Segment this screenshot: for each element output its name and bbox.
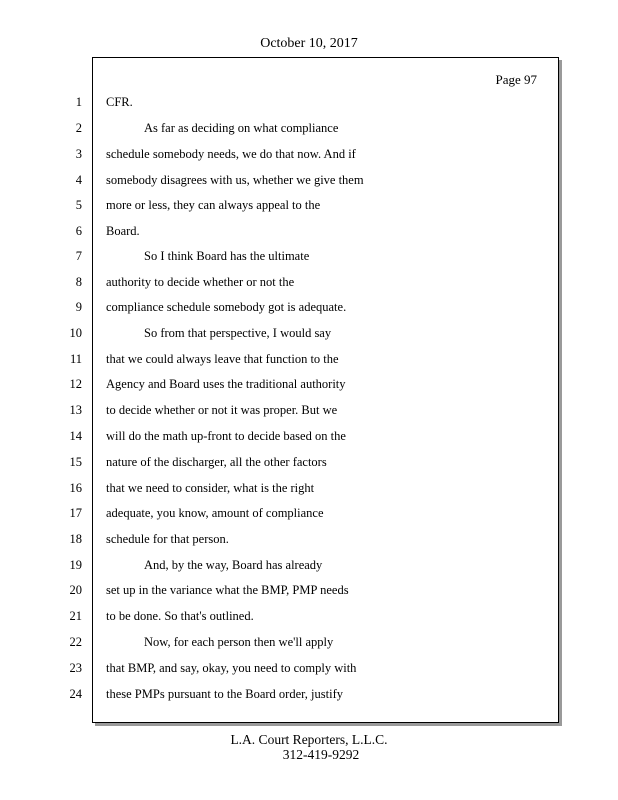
line-number: 2 [75,121,82,135]
line-number: 17 [69,506,82,520]
transcript-line [0,684,560,704]
line-text: somebody disagrees with us, whether we give them [106,173,364,187]
line-number: 8 [75,275,82,289]
line-number: 20 [69,583,82,597]
line-text: that BMP, and say, okay, you need to comply with [106,661,357,675]
transcript-line [0,118,560,138]
line-text: Now, for each person then we'll apply [144,635,334,649]
line-text: As far as deciding on what compliance [144,121,339,135]
line-text: And, by the way, Board has already [144,558,323,572]
transcript-line [0,272,560,292]
line-number: 21 [69,609,82,623]
line-number: 13 [69,403,82,417]
line-number: 3 [75,147,82,161]
transcript-line [0,144,560,164]
transcript-line [0,221,560,241]
transcript-line [0,426,560,446]
line-text: to decide whether or not it was proper. But we [106,403,338,417]
line-text: that we need to consider, what is the right [106,481,315,495]
transcript-line [0,374,560,394]
transcript-line [0,580,560,600]
line-text: adequate, you know, amount of compliance [106,506,324,520]
line-text: So from that perspective, I would say [144,326,332,340]
line-text: schedule for that person. [106,532,229,546]
line-number: 10 [69,326,82,340]
line-number: 14 [69,429,82,443]
line-text: nature of the discharger, all the other factors [106,455,327,469]
transcript-line [0,503,560,523]
transcript-line [0,632,560,652]
line-number: 4 [75,173,82,187]
line-text: set up in the variance what the BMP, PMP needs [106,583,349,597]
transcript-line [0,92,560,112]
line-number: 24 [69,687,82,701]
line-text: that we could always leave that function to the [106,352,339,366]
line-text: Agency and Board uses the traditional authority [106,377,346,391]
page-number: Page 97 [495,72,537,87]
transcript-line [0,246,560,266]
line-text: to be done. So that's outlined. [106,609,254,623]
line-number: 23 [69,661,82,675]
line-number: 7 [75,249,82,263]
line-number: 9 [75,300,82,314]
reporter-phone: 312-419-9292 [282,747,360,762]
line-text: will do the math up-front to decide based on the [106,429,346,443]
line-text: So I think Board has the ultimate [144,249,310,263]
transcript-line [0,297,560,317]
line-number: 5 [75,198,82,212]
line-number: 15 [69,455,82,469]
line-text: more or less, they can always appeal to the [106,198,321,212]
transcript-line [0,658,560,678]
line-text: CFR. [106,95,133,109]
transcript-line [0,323,560,343]
line-text: authority to decide whether or not the [106,275,295,289]
line-text: compliance schedule somebody got is adequate. [106,300,347,314]
line-text: Board. [106,224,140,238]
transcript-line [0,478,560,498]
line-text: schedule somebody needs, we do that now. And if [106,147,356,161]
transcript-line [0,349,560,369]
line-text: these PMPs pursuant to the Board order, justify [106,687,343,701]
reporter-company: L.A. Court Reporters, L.L.C. [230,732,388,747]
line-number: 19 [69,558,82,572]
line-number: 22 [69,635,82,649]
line-number: 6 [75,224,82,238]
transcript-line [0,400,560,420]
line-number: 16 [69,481,82,495]
transcript-date: October 10, 2017 [260,36,358,51]
transcript-line [0,529,560,549]
transcript-line [0,555,560,575]
line-number: 12 [69,377,82,391]
transcript-line [0,606,560,626]
transcript-line [0,195,560,215]
line-number: 1 [75,95,82,109]
transcript-line [0,170,560,190]
line-number: 11 [69,352,82,366]
line-number: 18 [69,532,82,546]
transcript-line [0,452,560,472]
